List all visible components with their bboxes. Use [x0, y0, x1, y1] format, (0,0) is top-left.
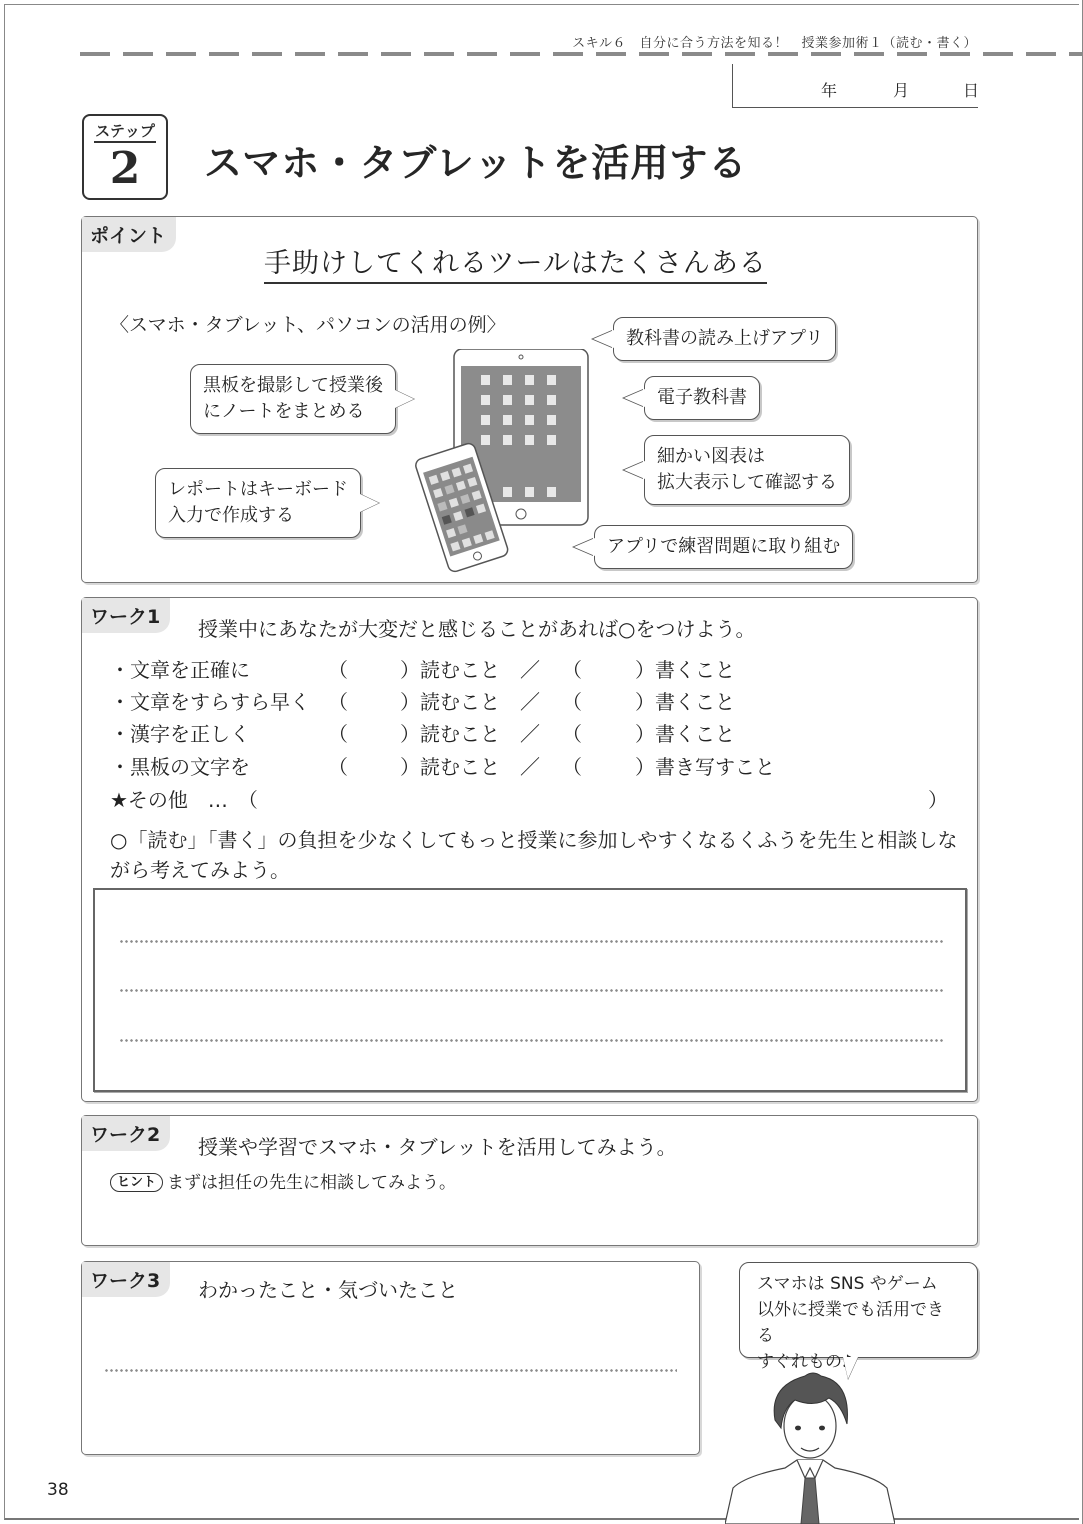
- bubble-line: アプリで練習問題に取り組む: [607, 536, 841, 557]
- read-checkbox[interactable]: （: [328, 755, 348, 779]
- read-label: ）読むこと: [400, 690, 500, 714]
- page-number: 38: [47, 1480, 69, 1500]
- point-heading: 手助けしてくれるツールはたくさんある: [264, 241, 767, 284]
- page-title: スマホ・タブレットを活用する: [204, 141, 748, 185]
- step-number: 2: [109, 143, 141, 194]
- writing-line: [119, 940, 943, 943]
- read-checkbox[interactable]: （: [328, 690, 348, 714]
- row-label: ・文章をすらすら早く: [110, 690, 310, 714]
- work1-prompt-line2: がら考えてみよう。: [110, 858, 290, 882]
- write-label: ）書くこと: [635, 722, 735, 746]
- read-label: ）読むこと: [400, 658, 500, 682]
- write-label: ）書くこと: [635, 658, 735, 682]
- bubble-read-aloud-app: [613, 317, 836, 361]
- work1-answer-area[interactable]: [93, 888, 967, 1092]
- work1-tab: ワーク1: [82, 598, 170, 633]
- date-month-label: 月: [893, 81, 910, 100]
- running-head: スキル６ 自分に合う方法を知る！ 授業参加術１（読む・書く）: [572, 36, 977, 51]
- bubble-line: 黒板を撮影して授業後: [203, 375, 383, 396]
- work1-question: 授業中にあなたが大変だと感じることがあれば○をつけよう。: [198, 617, 756, 641]
- hint-badge: ヒント: [110, 1173, 163, 1192]
- write-checkbox[interactable]: （: [562, 755, 582, 779]
- row-label: ・文章を正確に: [110, 658, 250, 682]
- work3-question: わかったこと・気づいたこと: [198, 1278, 458, 1302]
- write-label: ）書き写すこと: [635, 755, 775, 779]
- bubble-line: 入力で作成する: [168, 505, 294, 526]
- read-label: ）読むこと: [400, 722, 500, 746]
- point-tab: ポイント: [82, 217, 176, 252]
- other-row[interactable]: [110, 784, 950, 814]
- other-close-paren: ）: [928, 788, 948, 812]
- bubble-zoom-figures: [644, 435, 850, 505]
- work2-question: 授業や学習でスマホ・タブレットを活用してみよう。: [198, 1135, 677, 1159]
- row-label: ・漢字を正しく: [110, 722, 250, 746]
- tablet-smartphone-illustration: [412, 349, 592, 579]
- slash: ／: [520, 658, 540, 682]
- work1-panel: [81, 597, 978, 1102]
- writing-line: [119, 1039, 943, 1042]
- speech-line: すぐれもの♪: [757, 1352, 853, 1372]
- bubble-digital-textbook: [644, 376, 760, 420]
- examples-label: [110, 310, 506, 337]
- student-icon: [725, 1373, 895, 1524]
- work2-panel[interactable]: [81, 1115, 978, 1246]
- bubble-line: レポートはキーボード: [168, 479, 348, 500]
- dashed-divider: [80, 52, 1083, 56]
- work2-tab: ワーク2: [82, 1116, 170, 1151]
- writing-line: [104, 1369, 677, 1372]
- speech-line: スマホは SNS やゲーム: [757, 1274, 938, 1294]
- read-label: ）読むこと: [400, 755, 500, 779]
- writing-line: [119, 989, 943, 992]
- bubble-line: 拡大表示して確認する: [657, 472, 837, 493]
- bubble-line: 教科書の読み上げアプリ: [626, 328, 824, 349]
- other-label: ★その他 … （: [110, 788, 258, 812]
- step-badge: [82, 114, 168, 200]
- work2-hint: [110, 1168, 456, 1193]
- date-year-label: 年: [821, 81, 838, 100]
- write-checkbox[interactable]: （: [562, 722, 582, 746]
- slash: ／: [520, 722, 540, 746]
- write-label: ）書くこと: [635, 690, 735, 714]
- speech-line: 以外に授業でも活用できる: [757, 1300, 944, 1346]
- bubble-blackboard-photo: [190, 364, 396, 434]
- read-checkbox[interactable]: （: [328, 658, 348, 682]
- date-day-label: 日: [963, 81, 980, 100]
- bubble-line: 細かい図表は: [657, 446, 765, 467]
- hint-text: まずは担任の先生に相談してみよう。: [167, 1173, 457, 1193]
- work1-prompt-line1: ○「読む」「書く」の負担を少なくしてもっと授業に参加しやすくなるくふうを先生と相談しな: [110, 828, 958, 852]
- point-panel: [81, 216, 978, 583]
- date-field[interactable]: [732, 64, 978, 108]
- student-character-illustration: [725, 1368, 895, 1524]
- examples-label-text: 〈スマホ・タブレット、パソコンの活用の例〉: [110, 314, 506, 336]
- write-checkbox[interactable]: （: [562, 658, 582, 682]
- work3-panel[interactable]: [81, 1261, 700, 1455]
- bubble-practice-app: [594, 525, 853, 569]
- bubble-line: 電子教科書: [657, 387, 747, 408]
- row-label: ・黒板の文字を: [110, 755, 250, 779]
- read-checkbox[interactable]: （: [328, 722, 348, 746]
- step-label: ステップ: [94, 121, 156, 143]
- slash: ／: [520, 755, 540, 779]
- slash: ／: [520, 690, 540, 714]
- character-speech-bubble: [739, 1262, 978, 1372]
- work3-tab: ワーク3: [82, 1262, 170, 1297]
- bubble-line: にノートをまとめる: [203, 401, 365, 422]
- bubble-keyboard-report: [155, 468, 361, 538]
- write-checkbox[interactable]: （: [562, 690, 582, 714]
